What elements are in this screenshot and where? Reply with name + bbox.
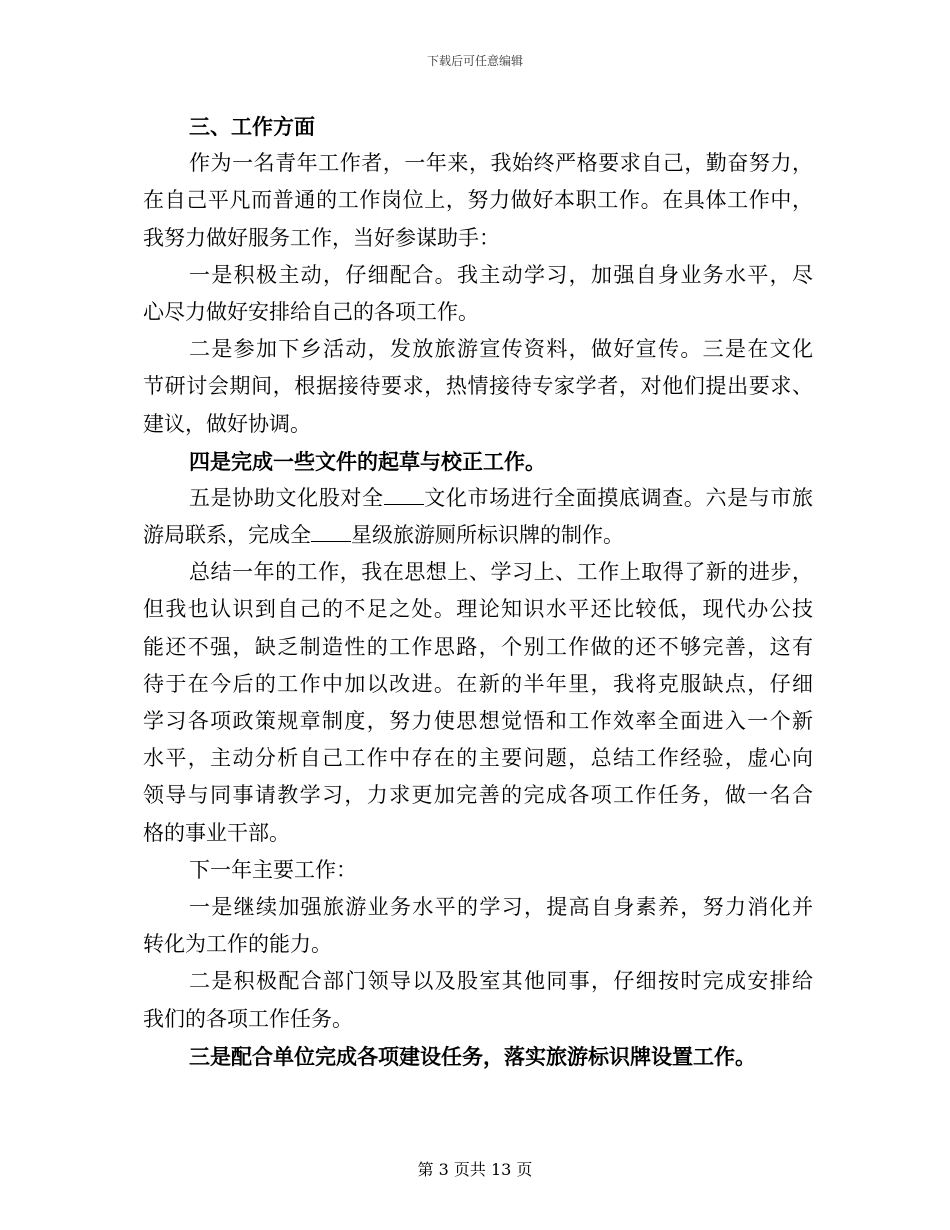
paragraph-line: 心尽力做好安排给自己的各项工作。 bbox=[143, 299, 479, 324]
paragraph-line: 在自己平凡而普通的工作岗位上，努力做好本职工作。在具体工作中， bbox=[143, 188, 813, 213]
paragraph-line-with-blank bbox=[143, 517, 813, 554]
paragraph-line: 格的事业干部。 bbox=[143, 820, 290, 845]
paragraph-line: 二是积极配合部门领导以及股室其他同事，仔细按时完成安排给 bbox=[189, 969, 813, 994]
paragraph-line: 下一年主要工作： bbox=[189, 857, 357, 882]
fill-in-blank bbox=[384, 486, 424, 505]
paragraph-line: 一是继续加强旅游业务水平的学习，提高自身素养，努力消化并 bbox=[189, 894, 813, 919]
paragraph-line: 我们的各项工作任务。 bbox=[143, 1006, 353, 1031]
text-segment: 游局联系，完成全 bbox=[143, 523, 311, 548]
paragraph-line: 待于在今后的工作中加以改进。在新的半年里，我将克服缺点，仔细 bbox=[143, 671, 813, 696]
page-header-note: 下载后可任意编辑 bbox=[426, 54, 523, 68]
paragraph-line: 一是积极主动，仔细配合。我主动学习，加强自身业务水平，尽 bbox=[189, 262, 813, 287]
paragraph-line: 我努力做好服务工作，当好参谋助手： bbox=[143, 225, 500, 250]
document-body bbox=[143, 108, 813, 1075]
paragraph-line: 学习各项政策规章制度，努力使思想觉悟和工作效率全面进入一个新 bbox=[143, 709, 813, 733]
paragraph-line: 能还不强，缺乏制造性的工作思路，个别工作做的还不够完善，这有 bbox=[143, 634, 813, 659]
paragraph-line: 建议，做好协调。 bbox=[143, 411, 311, 436]
paragraph-line: 作为一名青年工作者，一年来，我始终严格要求自己，勤奋努力， bbox=[189, 151, 813, 176]
paragraph-line: 但我也认识到自己的不足之处。理论知识水平还比较低，现代办公技 bbox=[143, 597, 813, 622]
page-number-footer: 第 3 页共 13 页 bbox=[417, 1160, 533, 1179]
paragraph-line: 节研讨会期间，根据接待要求，热情接待专家学者，对他们提出要求、 bbox=[143, 374, 813, 399]
paragraph-line: 总结一年的工作，我在思想上、学习上、工作上取得了新的进步， bbox=[189, 560, 813, 585]
text-segment: 五是协助文化股对全 bbox=[189, 485, 384, 510]
paragraph-line-bold: 四是完成一些文件的起草与校正工作。 bbox=[189, 448, 546, 474]
text-segment: 文化市场进行全面摸底调查。六是与市旅 bbox=[423, 485, 814, 510]
paragraph-line-bold: 三是配合单位完成各项建设任务，落实旅游标识牌设置工作。 bbox=[189, 1043, 756, 1069]
paragraph-line: 二是参加下乡活动，发放旅游宣传资料，做好宣传。三是在文化 bbox=[189, 337, 813, 362]
section-title: 三、工作方面 bbox=[189, 114, 315, 139]
paragraph-line: 水平，主动分析自己工作中存在的主要问题，总结工作经验，虚心向 bbox=[143, 746, 813, 771]
text-segment: 星级旅游厕所标识牌的制作。 bbox=[351, 523, 624, 548]
fill-in-blank bbox=[311, 523, 351, 542]
paragraph-line: 转化为工作的能力。 bbox=[143, 932, 332, 957]
paragraph-line: 领导与同事请教学习，力求更加完善的完成各项工作任务，做一名合 bbox=[143, 783, 813, 808]
paragraph-line-with-blank bbox=[143, 480, 813, 517]
